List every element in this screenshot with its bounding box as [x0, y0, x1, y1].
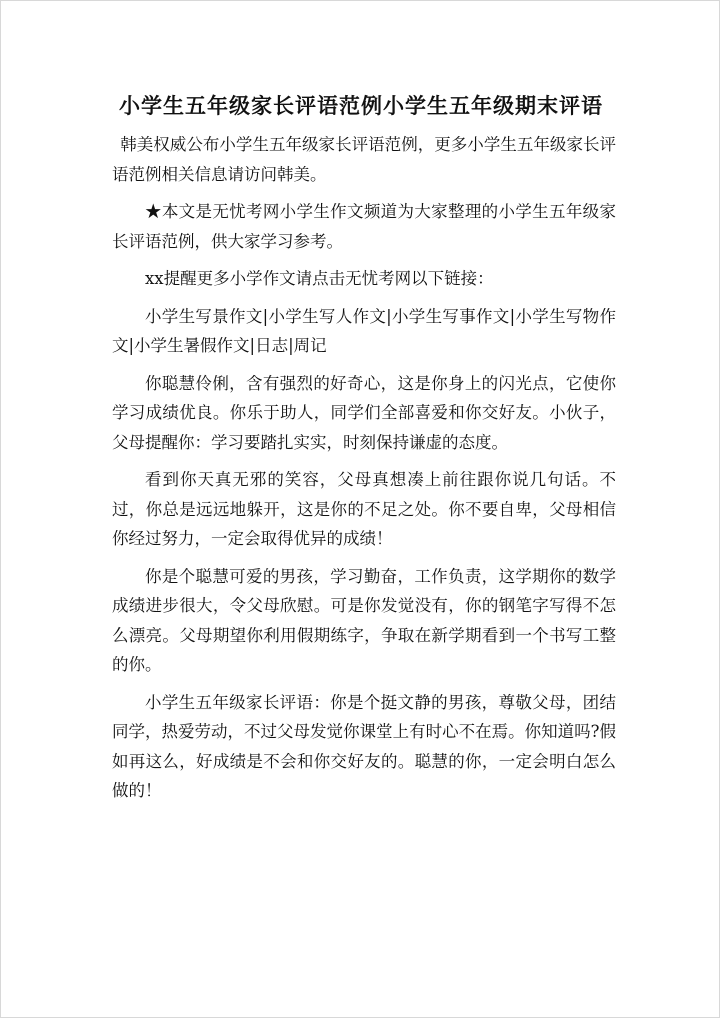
comment-paragraph-2: 看到你天真无邪的笑容，父母真想凑上前往跟你说几句话。不过，你总是远远地躲开，这是你的不足之处。你不要自卑，父母相信你经过努力，一定会取得优异的成绩！: [112, 470, 616, 548]
document-title: 小学生五年级家长评语范例小学生五年级期末评语: [119, 93, 603, 118]
intro-paragraph: 韩美权威公布小学生五年级家长评语范例，更多小学生五年级家长评语范例相关信息请访问韩美。: [112, 135, 616, 184]
category-links-paragraph: 小学生写景作文|小学生写人作文|小学生写事作文|小学生写物作文|小学生暑假作文|日志|周记: [112, 306, 616, 355]
comment-paragraph-3: 你是个聪慧可爱的男孩，学习勤奋，工作负责，这学期你的数学成绩进步很大，令父母欣慰。可是你发觉没有，你的钢笔字写得不怎么漂亮。父母期望你利用假期练字，争取在新学期看到一个书写工整的你。: [112, 566, 616, 674]
document-body: [112, 130, 616, 814]
link-prompt-paragraph: xx提醒更多小学作文请点击无忧考网以下链接：: [145, 269, 494, 288]
comment-paragraph-4: 小学生五年级家长评语：你是个挺文静的男孩，尊敬父母，团结同学，热爱劳动，不过父母发觉你课堂上有时心不在焉。你知道吗?假如再这么，好成绩是不会和你交好友的。聪慧的你，一定会明白怎么做的！: [112, 692, 616, 800]
source-note-paragraph: ★本文是无忧考网小学生作文频道为大家整理的小学生五年级家长评语范例，供大家学习参考。: [112, 202, 616, 251]
comment-paragraph-1: 你聪慧伶俐，含有强烈的好奇心，这是你身上的闪光点，它使你学习成绩优良。你乐于助人，同学们全部喜爱和你交好友。小伙子，父母提醒你：学习要踏扎实实，时刻保持谦虚的态度。: [112, 373, 616, 452]
